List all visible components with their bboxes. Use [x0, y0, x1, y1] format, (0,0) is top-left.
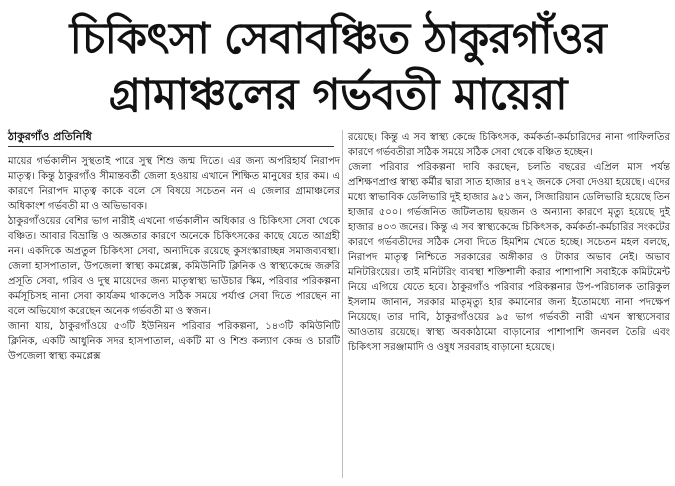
article-column-left [8, 154, 340, 364]
byline-divider [8, 146, 334, 147]
headline-line-2: গ্রামাঞ্চলের গর্ভবতী মায়েরা [108, 70, 568, 120]
paragraph: রয়েছে। কিন্তু এ সব স্বাস্থ্য কেন্দ্রে চিকিৎসক, কর্মকর্তা-কর্মচারিদের নানা গাফিলতির কারণে গর্ভবতীরা সঠিক সময়ে সঠিক সেবা থেকে বঞ্চিত হচ্ছেন। [348, 132, 670, 158]
headline-line-1: চিকিৎসা সেবাবঞ্চিত ঠাকুরগাঁওর [69, 14, 607, 64]
paragraph: মায়ের গর্ভকালীন সুস্থতাই পারে সুস্থ শিশু জন্ম দিতে। এর জন্য অপরিহার্য নিরাপদ মাতৃত্ব। কিন্তু ঠাকুরগাঁও সীমান্তবর্তী জেলা হওয়ায় এখানে শিক্ষিত মানুষের হার কম। এ কারণে নিরাপদ মাতৃত্ব কাকে বলে সে বিষয়ে সচেতন নন এ জেলার গ্রামাঞ্চলের অধিকাংশ গর্ভবতী মা ও অভিভাবক। [8, 156, 340, 212]
byline: ঠাকুরগাঁও প্রতিনিধি [8, 130, 92, 143]
paragraph: জেলা পরিবার পরিকল্পনা দাবি করছেন, চলতি বছরের এপ্রিল মাস পর্যন্ত প্রশিক্ষণপ্রাপ্ত স্বাস্থ্য কর্মীর দ্বারা সাত হাজার ৪৭২ জনকে সেবা দেওয়া হয়েছে। এদের মধ্যে স্বাভাবিক ডেলিভারি দুই হাজার ৯৫১ জন, সিজারিয়ান ডেলিভারি হয়েছে তিন হাজার ৫০০। গর্ভজনিত জটিলতায় ছয়জন ও অন্যান্য কারণে মৃত্যু হয়েছে দুই হাজার ৪০৩ জনের। কিন্তু এ সব স্বাস্থ্যকেন্দ্রে চিকিৎসক, কর্মকর্তা-কর্মচারির সংকটের কারণে গর্ভবতীদের সঠিক সেবা দিতে হিমশিম খেতে হচ্ছে। সচেতন মহল বলছে, নিরাপদ মাতৃত্ব নিশ্চিতে সরকারের অঙ্গীকার ও টাকার অভাব নেই। অভাব মনিটরিংয়ের। তাই মনিটরিং ব্যবস্থা শক্তিশালী করার পাশাপাশি সবাইকে কমিটমেন্ট নিয়ে এগিয়ে যেতে হবে। ঠাকুরগাঁও পরিবার পরিকল্পনার উপ-পরিচালক তারিকুল ইসলাম জানান, সরকার মাতৃমৃত্যু হার কমানোর জন্য ইতোমধ্যে নানা পদক্ষেপ নিয়েছে। তার দাবি, ঠাকুরগাঁওয়ের ৯৫ ভাগ গর্ভবতী নারী এখন স্বাস্থ্যসেবার আওতায় রয়েছে। স্বাস্থ্য অবকাঠামো বাড়ানোর পাশাপাশি জনবল তৈরি এবং চিকিৎসা সরঞ্জামাদি ও ওষুধ সরবরাহ বাড়ানো হয়েছে। [348, 162, 670, 353]
paragraph: জানা যায়, ঠাকুরগাঁওয়ে ৫৩টি ইউনিয়ন পরিবার পরিকল্পনা, ১৪৩টি কমিউনিটি ক্লিনিক, একটি আধুনিক সদর হাসপাতাল, একটি মা ও শিশু কল্যাণ কেন্দ্র ও চারটি উপজেলা স্বাস্থ্য কমপ্লেক্স [8, 321, 340, 362]
paragraph: ঠাকুরগাঁওয়ের বেশির ভাগ নারীই এখনো গর্ভকালীন অধিকার ও চিকিৎসা সেবা থেকে বঞ্চিত। আবার বিভ্রান্তি ও অজ্ঞতার কারণে অনেকে চিকিৎসকের কাছে যেতে আগ্রহী নন। একদিকে অপ্রতুল চিকিৎসা সেবা, অন্যদিকে রয়েছে কুসংস্কারাচ্ছন্ন সমাজব্যবস্থা। জেলা হাসপাতাল, উপজেলা স্বাস্থ্য কমপ্লেক্স, কমিউনিটি ক্লিনিক ও স্বাস্থ্যকেন্দ্রে জরুরি প্রসূতি সেবা, গরিব ও দুস্থ মায়েদের জন্য মাতৃস্বাস্থ্য ভাউচার স্কিম, পরিবার পরিকল্পনা কর্মসূচিসহ নানা সেবা কার্যক্রম থাকলেও সঠিক সময়ে পর্যাপ্ত সেবা দিতে পারছেন না বলে অভিযোগ করেছেন অনেক গর্ভবতী মা ও স্বজন। [8, 216, 340, 317]
column-divider [342, 130, 343, 478]
article-column-right [348, 130, 670, 355]
